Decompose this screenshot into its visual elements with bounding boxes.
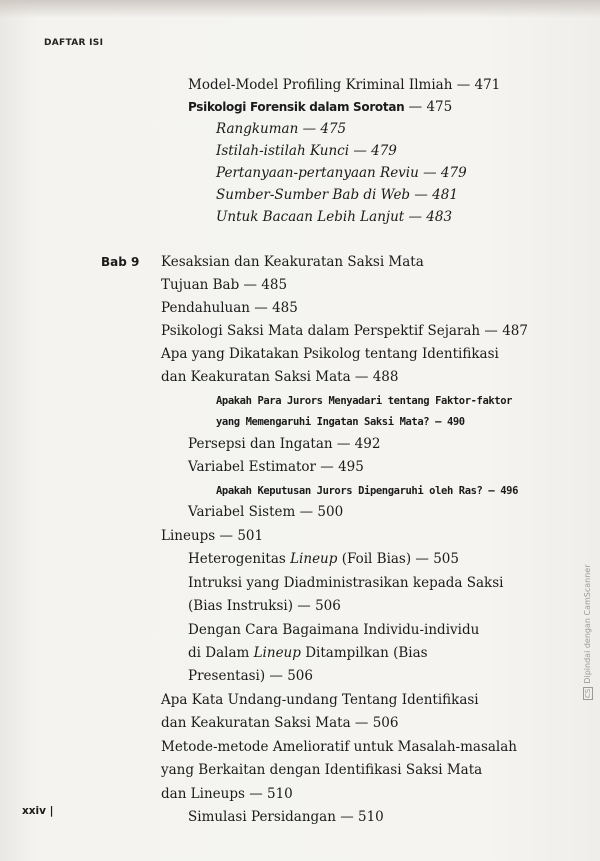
- chapter-title: Kesaksian dan Keakuratan Saksi Mata: [161, 254, 424, 270]
- toc-text: Heterogenitas: [188, 551, 291, 567]
- toc-entry: [188, 644, 428, 662]
- watermark-text: Dipindai dengan CamScanner: [583, 564, 592, 684]
- toc-entry: Persepsi dan Ingatan — 492: [188, 436, 381, 452]
- toc-entry: [188, 98, 452, 116]
- toc-entry: (Bias Instruksi) — 506: [188, 598, 341, 614]
- toc-entry-page: — 475: [404, 99, 453, 115]
- toc-subentry: Apakah Keputusan Jurors Dipengaruhi oleh Ras? — 496: [216, 485, 518, 497]
- toc-entry: Pendahuluan — 485: [161, 300, 298, 316]
- toc-entry: Metode-metode Amelioratif untuk Masalah-masalah: [161, 739, 517, 755]
- running-header: DAFTAR ISI: [44, 38, 104, 48]
- toc-entry: Lineups — 501: [161, 528, 264, 544]
- toc-entry: Dengan Cara Bagaimana Individu-individu: [188, 622, 480, 638]
- toc-entry: Apa yang Dikatakan Psikolog tentang Identifikasi: [161, 346, 499, 362]
- toc-entry: Model-Model Profiling Kriminal Ilmiah — 471: [188, 77, 501, 93]
- toc-entry: Pertanyaan-pertanyaan Reviu — 479: [216, 165, 467, 181]
- toc-entry: dan Keakuratan Saksi Mata — 488: [161, 369, 399, 385]
- toc-entry-bold: Psikologi Forensik dalam Sorotan: [188, 100, 405, 114]
- toc-text-italic: Lineup: [253, 645, 301, 661]
- toc-text-italic: Lineup: [290, 551, 338, 567]
- toc-entry: Simulasi Persidangan — 510: [188, 809, 384, 825]
- toc-text: Ditampilkan (Bias: [300, 645, 428, 661]
- toc-entry: Variabel Estimator — 495: [188, 459, 364, 475]
- toc-subentry: Apakah Para Jurors Menyadari tentang Faktor-faktor: [216, 395, 513, 407]
- page-top-shadow: [0, 0, 600, 18]
- chapter-label: Bab 9: [101, 255, 140, 269]
- toc-entry: [188, 550, 459, 568]
- camscanner-logo-icon: CS: [584, 688, 592, 698]
- page-number: xxiv |: [22, 805, 54, 817]
- toc-entry: Variabel Sistem — 500: [188, 504, 344, 520]
- toc-entry: Sumber-Sumber Bab di Web — 481: [216, 187, 458, 203]
- toc-entry: Apa Kata Undang-undang Tentang Identifikasi: [161, 692, 479, 708]
- toc-text: di Dalam: [188, 645, 254, 661]
- toc-entry: Intruksi yang Diadministrasikan kepada Saksi: [188, 575, 504, 591]
- toc-entry: Tujuan Bab — 485: [161, 277, 288, 293]
- toc-subentry: yang Memengaruhi Ingatan Saksi Mata? — 490: [216, 416, 465, 428]
- toc-entry: yang Berkaitan dengan Identifikasi Saksi Mata: [161, 762, 483, 778]
- toc-entry: Untuk Bacaan Lebih Lanjut — 483: [216, 209, 453, 225]
- toc-entry: dan Lineups — 510: [161, 786, 293, 802]
- toc-entry: Presentasi) — 506: [188, 668, 313, 684]
- toc-entry: Istilah-istilah Kunci — 479: [216, 143, 397, 159]
- toc-entry: Psikologi Saksi Mata dalam Perspektif Sejarah — 487: [161, 323, 528, 339]
- toc-entry: Rangkuman — 475: [216, 121, 347, 137]
- toc-text: (Foil Bias) — 505: [337, 551, 459, 567]
- toc-entry: dan Keakuratan Saksi Mata — 506: [161, 715, 399, 731]
- scanner-watermark: [583, 500, 593, 700]
